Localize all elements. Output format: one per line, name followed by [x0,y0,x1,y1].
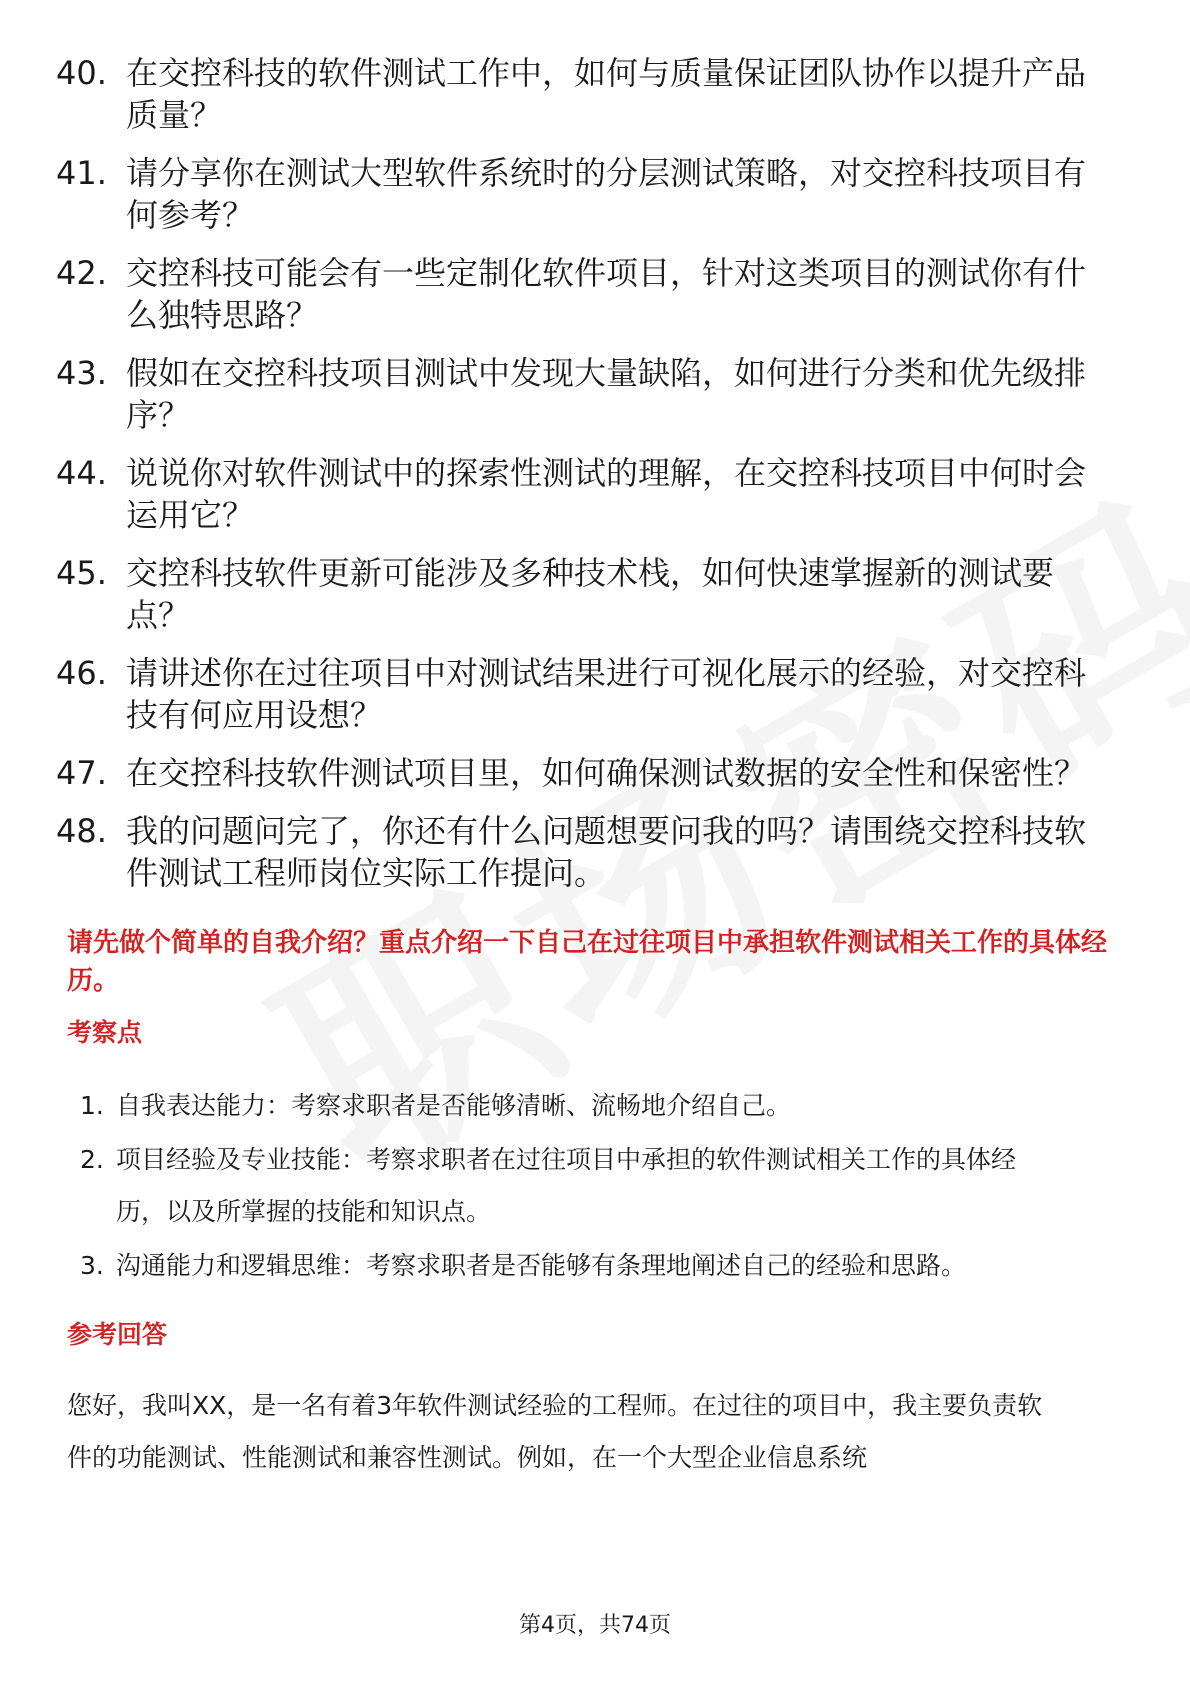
point-number: 2. [80,1145,104,1174]
question-number: 40. [56,54,107,92]
question-text: 交控科技可能会有一些定制化软件项目，针对这类项目的测试你有什么独特思路？ [126,254,1087,334]
point-text: 项目经验及专业技能：考察求职者在过往项目中承担的软件测试相关工作的具体经历，以及所掌握的技能和知识点。 [116,1145,1017,1226]
list-item [56,752,1116,794]
assessment-heading: 考察点 [67,1018,143,1047]
reference-heading: 参考回答 [67,1320,168,1349]
list-item [56,52,1116,136]
point-number: 1. [80,1091,104,1120]
point-number: 3. [80,1251,104,1280]
list-item [80,1134,1040,1238]
question-text: 请分享你在测试大型软件系统时的分层测试策略，对交控科技项目有何参考？ [126,154,1087,234]
question-number: 42. [56,254,107,292]
section-question: 请先做个简单的自我介绍？重点介绍一下自己在过往项目中承担软件测试相关工作的具体经历。 [67,928,1108,996]
question-text: 假如在交控科技项目测试中发现大量缺陷，如何进行分类和优先级排序？ [126,354,1087,434]
question-number: 47. [56,754,107,792]
question-number: 46. [56,654,107,692]
page-footer: 第4页，共74页 [519,1613,671,1638]
question-text: 我的问题问完了，你还有什么问题想要问我的吗？请围绕交控科技软件测试工程师岗位实际工作提问。 [126,812,1087,892]
question-number: 45. [56,554,107,592]
question-text: 在交控科技的软件测试工作中，如何与质量保证团队协作以提升产品质量？ [126,54,1087,134]
question-text: 在交控科技软件测试项目里，如何确保测试数据的安全性和保密性？ [126,754,1087,792]
reference-answer: 您好，我叫XX，是一名有着3年软件测试经验的工程师。在过往的项目中，我主要负责软件的功能测试、性能测试和兼容性测试。例如，在一个大型企业信息系统 [67,1391,1043,1472]
question-list [56,52,1116,910]
list-item [56,652,1116,736]
list-item [56,552,1116,636]
question-number: 41. [56,154,107,192]
list-item [56,452,1116,536]
question-text: 说说你对软件测试中的探索性测试的理解，在交控科技项目中何时会运用它？ [126,454,1087,534]
list-item [56,152,1116,236]
list-item [80,1080,1040,1132]
list-item [56,252,1116,336]
list-item [56,352,1116,436]
list-item [56,810,1116,894]
list-item [80,1240,1040,1292]
assessment-points [80,1080,1040,1294]
question-number: 48. [56,812,107,850]
question-number: 44. [56,454,107,492]
question-number: 43. [56,354,107,392]
question-text: 交控科技软件更新可能涉及多种技术栈，如何快速掌握新的测试要点？ [126,554,1055,634]
point-text: 沟通能力和逻辑思维：考察求职者是否能够有条理地阐述自己的经验和思路。 [116,1251,967,1280]
point-text: 自我表达能力：考察求职者是否能够清晰、流畅地介绍自己。 [116,1091,792,1120]
question-text: 请讲述你在过往项目中对测试结果进行可视化展示的经验，对交控科技有何应用设想？ [126,654,1087,734]
